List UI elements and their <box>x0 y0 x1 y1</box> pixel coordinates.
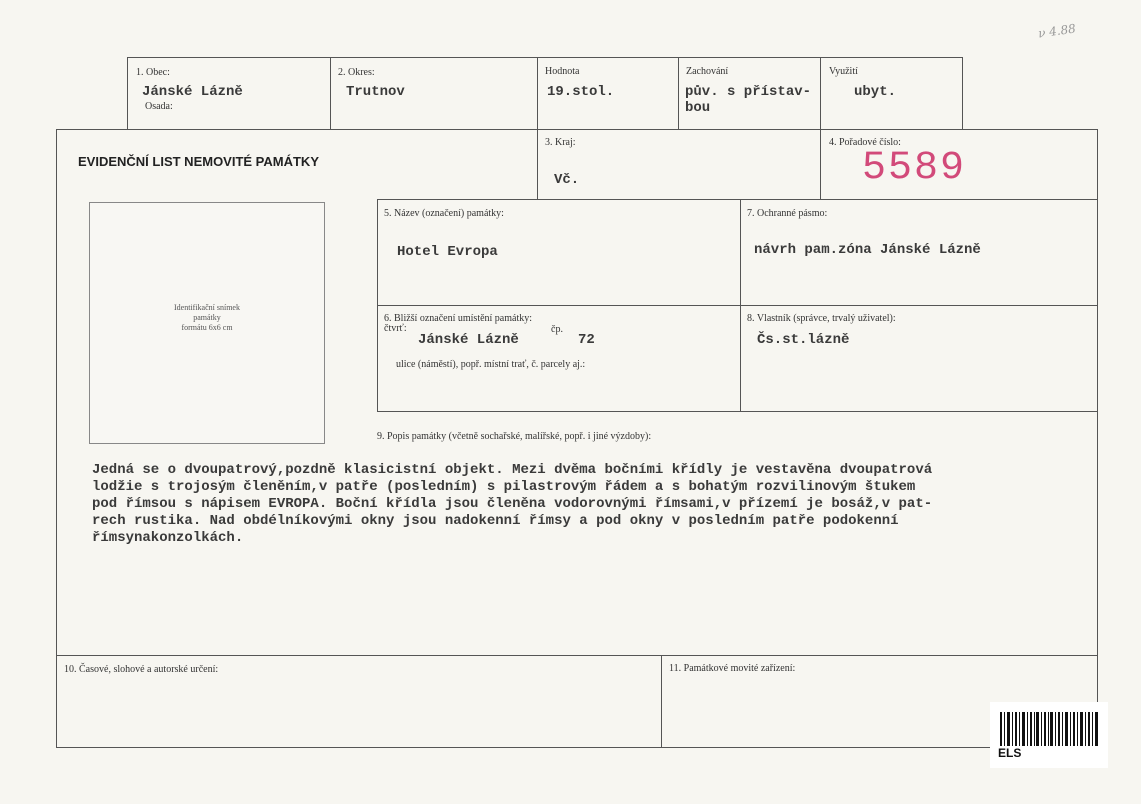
vlastnik-value: Čs.st.lázně <box>757 332 850 348</box>
popis-line-3: pod římsou s nápisem EVROPA. Boční křídla jsou členěna vodorovnými římsami,v přízemí je bosáž,v pat- <box>92 496 933 512</box>
poradove-cislo-label: 4. Pořadové číslo: <box>829 137 901 148</box>
top-row-top-border <box>127 57 963 58</box>
photo-text-line-2: památky <box>193 313 221 322</box>
vyuziti-label: Využití <box>829 66 858 77</box>
popis-line-2: lodžie s trojosým členěním,v patře (posledním) s pilastrovým řádem a s bohatým rozvilinovým štukem <box>92 479 916 495</box>
obec-value: Jánské Lázně <box>142 84 243 100</box>
kraj-value: Vč. <box>554 172 580 188</box>
vlastnik-label: 8. Vlastník (správce, trvalý uživatel): <box>747 313 896 324</box>
frame-top <box>56 129 1098 130</box>
nazev-label: 5. Název (označení) památky: <box>384 208 504 219</box>
cp-value: 72 <box>578 332 595 348</box>
vyuziti-value: ubyt. <box>854 84 897 100</box>
hodnota-label: Hodnota <box>545 66 580 77</box>
photo-text-line-1: Identifikační snímek <box>174 303 240 312</box>
row3-bottom <box>377 199 1098 200</box>
popis-line-1: Jedná se o dvoupatrový,pozdně klasicistní objekt. Mezi dvěma bočními křídly je vestavěna dvoupatrová <box>92 462 933 478</box>
frame-bottom <box>56 747 992 748</box>
barcode-bars <box>1000 712 1098 746</box>
top-row-right-border <box>962 57 963 130</box>
photo-text-line-3: formátu 6x6 cm <box>181 323 233 332</box>
okres-value: Trutnov <box>346 84 405 100</box>
zachovani-value-line2: bou <box>685 100 711 116</box>
kraj-label: 3. Kraj: <box>545 137 576 148</box>
top-divider-3 <box>678 57 679 130</box>
poradove-cislo-value: 5589 <box>862 146 967 191</box>
bottom-section-top <box>56 655 1098 656</box>
row5-bottom <box>377 305 1098 306</box>
hodnota-value: 19.stol. <box>547 84 615 100</box>
nazev-value: Hotel Evropa <box>397 244 498 260</box>
barcode-label: ELS <box>998 746 1022 760</box>
handwritten-note: ν 4.88 <box>1037 21 1077 41</box>
ctvrt-value: Jánské Lázně <box>418 332 519 348</box>
cp-label: čp. <box>551 324 563 335</box>
top-divider-1 <box>330 57 331 130</box>
ctvrt-label: čtvrť: <box>384 323 407 334</box>
urceni-label: 10. Časové, slohové a autorské určení: <box>64 664 219 675</box>
photo-placeholder-text <box>90 303 324 333</box>
zachovani-value-line1: pův. s přístav- <box>685 84 812 100</box>
obec-label: 1. Obec: <box>136 67 170 78</box>
row6-bottom <box>377 411 1098 412</box>
umisteni-label: 6. Bližší označení umístění památky: <box>384 313 533 324</box>
zachovani-label: Zachování <box>686 66 729 77</box>
okres-label: 2. Okres: <box>338 67 375 78</box>
zarizeni-label: 11. Památkové movité zařízení: <box>669 663 796 674</box>
ochranne-pasmo-value: návrh pam.zóna Jánské Lázně <box>754 242 981 258</box>
barcode-sticker <box>990 702 1108 768</box>
ochranne-pasmo-label: 7. Ochranné pásmo: <box>747 208 828 219</box>
frame-right <box>1097 129 1098 709</box>
popis-label: 9. Popis památky (včetně sochařské, malířské, popř. i jiné výzdoby): <box>377 431 652 442</box>
osada-label: Osada: <box>145 101 173 112</box>
popis-line-4: rech rustika. Nad obdélníkovými okny jsou nadokenní římsy a pod okny v posledním patře podokenní <box>92 513 899 529</box>
photo-placeholder <box>89 202 325 444</box>
bottom-section-divider <box>661 655 662 748</box>
top-row-left-border <box>127 57 128 130</box>
popis-text <box>92 462 1092 547</box>
popis-line-5: římsynakonzolkách. <box>92 530 244 546</box>
ulice-label: ulice (náměstí), popř. místní trať, č. parcely aj.: <box>396 359 586 370</box>
form-title: EVIDENČNÍ LIST NEMOVITÉ PAMÁTKY <box>78 154 319 169</box>
